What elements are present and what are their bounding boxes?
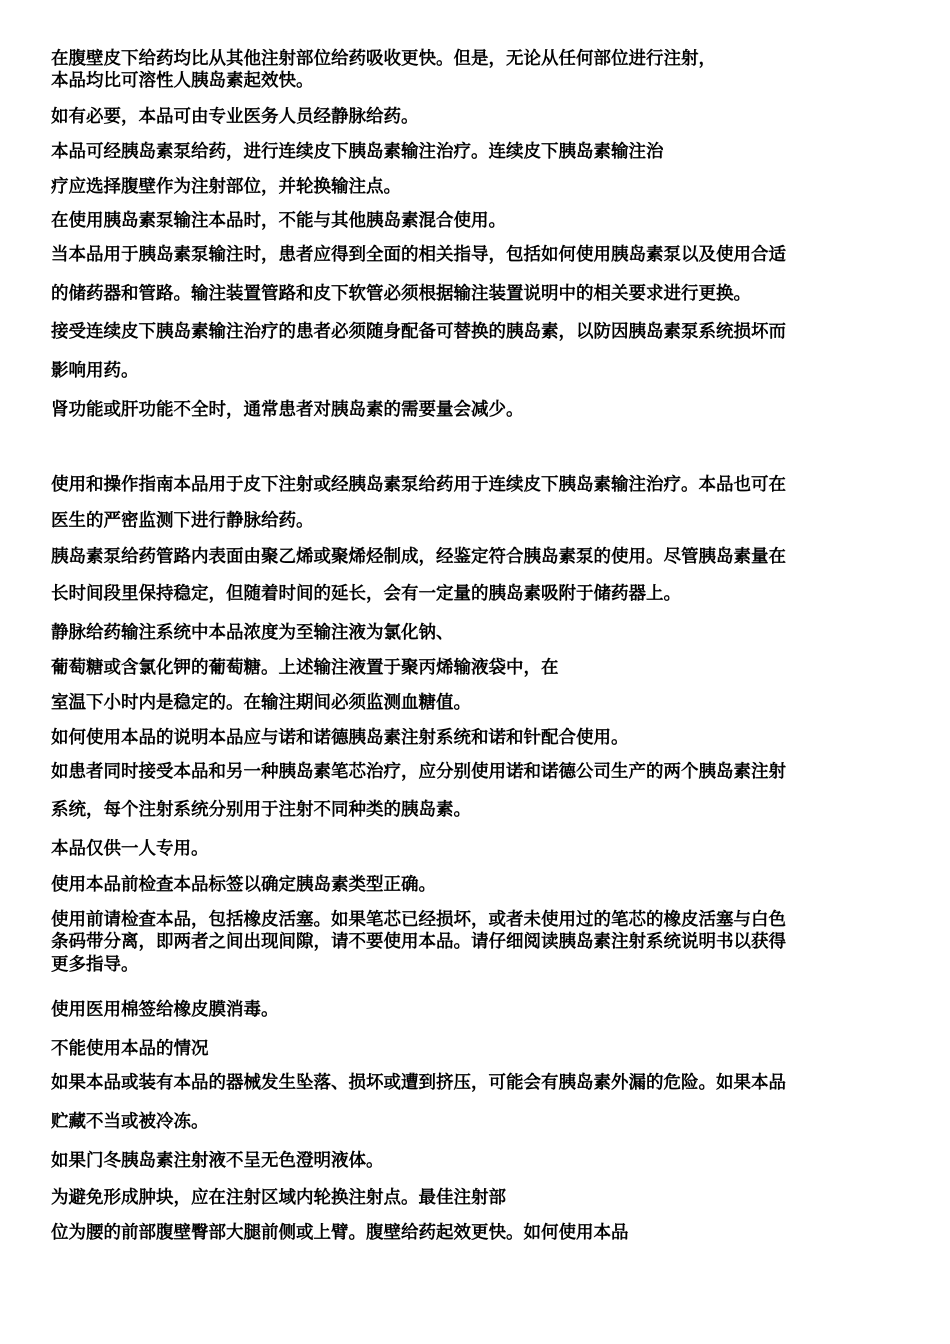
text-line: 如果本品或装有本品的器械发生坠落、损坏或遭到挤压，可能会有胰岛素外漏的危险。如果本品 <box>51 1073 786 1093</box>
text-line: 如果门冬胰岛素注射液不呈无色澄明液体。 <box>51 1151 384 1171</box>
text-line: 如有必要，本品可由专业医务人员经静脉给药。 <box>51 107 419 127</box>
text-line: 使用前请检查本品，包括橡皮活塞。如果笔芯已经损坏，或者未使用过的笔芯的橡皮活塞与白色 <box>51 910 786 930</box>
text-line: 静脉给药输注系统中本品浓度为至输注液为氯化钠、 <box>51 623 454 643</box>
text-line: 条码带分离，即两者之间出现间隙，请不要使用本品。请仔细阅读胰岛素注射系统说明书以获得 <box>51 932 786 952</box>
text-line: 疗应选择腹壁作为注射部位，并轮换输注点。 <box>51 177 401 197</box>
text-line: 长时间段里保持稳定，但随着时间的延长，会有一定量的胰岛素吸附于储药器上。 <box>51 584 681 604</box>
text-line: 不能使用本品的情况 <box>51 1039 209 1059</box>
text-line: 位为腰的前部腹壁臀部大腿前侧或上臂。腹壁给药起效更快。如何使用本品 <box>51 1223 629 1243</box>
text-line: 使用医用棉签给橡皮膜消毒。 <box>51 1000 279 1020</box>
text-line: 系统，每个注射系统分别用于注射不同种类的胰岛素。 <box>51 800 471 820</box>
text-line: 葡萄糖或含氯化钾的葡萄糖。上述输注液置于聚丙烯输液袋中，在 <box>51 658 559 678</box>
text-line: 在腹壁皮下给药均比从其他注射部位给药吸收更快。但是，无论从任何部位进行注射， <box>51 49 716 69</box>
text-line: 胰岛素泵给药管路内表面由聚乙烯或聚烯烃制成，经鉴定符合胰岛素泵的使用。尽管胰岛素量在 <box>51 547 786 567</box>
text-line: 当本品用于胰岛素泵输注时，患者应得到全面的相关指导，包括如何使用胰岛素泵以及使用合适 <box>51 245 786 265</box>
text-line: 医生的严密监测下进行静脉给药。 <box>51 511 314 531</box>
text-line: 更多指导。 <box>51 955 139 975</box>
text-line: 本品均比可溶性人胰岛素起效快。 <box>51 71 314 91</box>
text-line: 影响用药。 <box>51 361 139 381</box>
text-line: 室温下小时内是稳定的。在输注期间必须监测血糖值。 <box>51 693 471 713</box>
text-line: 为避免形成肿块，应在注射区域内轮换注射点。最佳注射部 <box>51 1188 506 1208</box>
text-line: 如何使用本品的说明本品应与诺和诺德胰岛素注射系统和诺和针配合使用。 <box>51 728 629 748</box>
text-line: 使用本品前检查本品标签以确定胰岛素类型正确。 <box>51 875 436 895</box>
text-line: 肾功能或肝功能不全时，通常患者对胰岛素的需要量会减少。 <box>51 400 524 420</box>
text-line: 在使用胰岛素泵输注本品时，不能与其他胰岛素混合使用。 <box>51 211 506 231</box>
text-line: 如患者同时接受本品和另一种胰岛素笔芯治疗，应分别使用诺和诺德公司生产的两个胰岛素注射 <box>51 762 786 782</box>
text-line: 的储药器和管路。输注装置管路和皮下软管必须根据输注装置说明中的相关要求进行更换。 <box>51 284 751 304</box>
text-line: 本品可经胰岛素泵给药，进行连续皮下胰岛素输注治疗。连续皮下胰岛素输注治 <box>51 142 664 162</box>
text-line: 接受连续皮下胰岛素输注治疗的患者必须随身配备可替换的胰岛素，以防因胰岛素泵系统损坏而 <box>51 322 786 342</box>
text-line: 本品仅供一人专用。 <box>51 839 209 859</box>
text-line: 贮藏不当或被冷冻。 <box>51 1112 209 1132</box>
text-line: 使用和操作指南本品用于皮下注射或经胰岛素泵给药用于连续皮下胰岛素输注治疗。本品也可在 <box>51 475 786 495</box>
